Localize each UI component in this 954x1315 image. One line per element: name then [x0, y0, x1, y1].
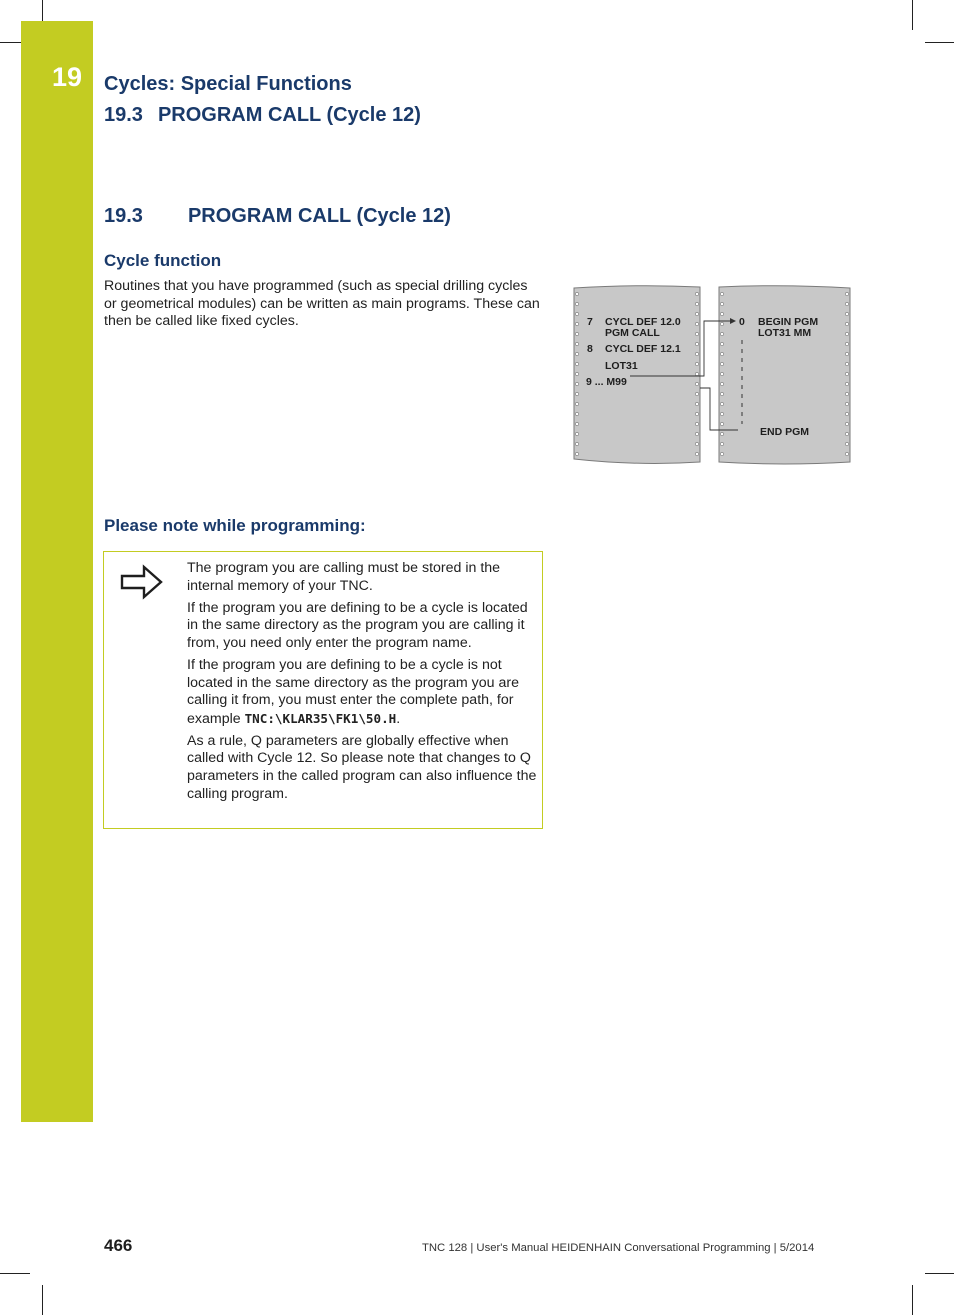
crop-mark — [925, 1273, 954, 1274]
line8-text-b: LOT31 — [605, 360, 638, 372]
note-item-text: If the program you are defining to be a cycle is not located in the same directory as the program you are calling it from, you must enter the complete path, for example — [187, 656, 519, 727]
crop-mark — [42, 1285, 43, 1315]
running-section-title — [104, 104, 421, 127]
end-pgm-text: END PGM — [760, 426, 810, 438]
section-heading — [104, 205, 451, 228]
line8-number: 8 — [587, 343, 593, 355]
crop-mark — [912, 0, 913, 30]
line7-number: 7 — [587, 316, 593, 328]
crop-mark — [0, 1273, 30, 1274]
cycle-function-heading: Cycle function — [104, 251, 222, 270]
crop-mark — [0, 42, 21, 43]
programming-notes-heading: Please note while programming: — [104, 516, 366, 535]
line9-text: 9 ... M99 — [586, 376, 627, 388]
example-path: TNC:\KLAR35\FK1\50.H — [244, 710, 397, 726]
line0-number: 0 — [739, 316, 745, 328]
page-number: 466 — [104, 1236, 133, 1255]
begin-pgm-text-a: BEGIN PGM — [758, 316, 819, 328]
chapter-title: Cycles: Special Functions — [104, 73, 352, 95]
programming-notes-box — [103, 551, 543, 829]
note-item: The program you are calling must be stored in the internal memory of your TNC. — [187, 560, 501, 594]
note-item — [187, 657, 537, 728]
line8-text-a: CYCL DEF 12.1 — [605, 343, 681, 355]
chapter-sidebar — [21, 21, 93, 1122]
crop-mark — [912, 1285, 913, 1315]
program-call-diagram — [572, 284, 854, 468]
section-title: PROGRAM CALL (Cycle 12) — [187, 205, 451, 227]
calling-program-sheet — [574, 286, 700, 464]
crop-mark — [42, 0, 43, 21]
line7-text-a: CYCL DEF 12.0 — [605, 316, 681, 328]
chapter-number: 19 — [52, 62, 83, 92]
right-arrow-icon — [118, 562, 166, 602]
running-section-number: 19.3 — [104, 104, 143, 126]
example-suffix: . — [396, 710, 401, 727]
running-section-label: PROGRAM CALL (Cycle 12) — [157, 104, 421, 126]
cycle-function-text: Routines that you have programmed (such as special drilling cycles or geometrical modules) can be written as main programs. These can then be called like fixed cycles. — [104, 278, 540, 329]
note-item: If the program you are defining to be a cycle is located in the same directory as the program you are calling it from, you need only enter the program name. — [187, 599, 528, 651]
footer-text: TNC 128 | User's Manual HEIDENHAIN Conversational Programming | 5/2014 — [422, 1242, 815, 1254]
note-item: As a rule, Q parameters are globally effective when called with Cycle 12. So please note that changes to Q parameters in the called program can also influence the calling program. — [187, 732, 537, 802]
crop-mark — [925, 42, 954, 43]
begin-pgm-text-b: LOT31 MM — [758, 327, 812, 339]
line7-text-b: PGM CALL — [605, 327, 660, 339]
section-number: 19.3 — [104, 205, 143, 227]
notes-list — [187, 560, 537, 808]
